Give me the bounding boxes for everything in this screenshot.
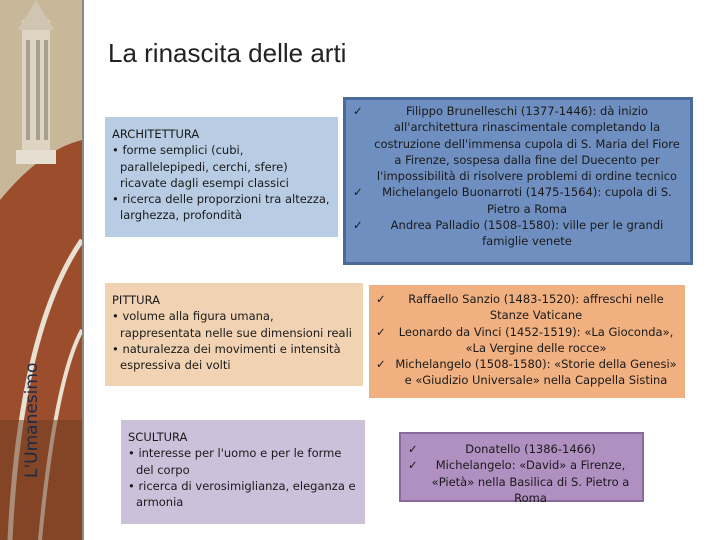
artist-item: ✓ Donatello (1386-1466) (408, 442, 596, 456)
painting-artists-box (369, 285, 685, 398)
check-icon: ✓ (376, 357, 386, 372)
painting-heading: PITTURA (112, 293, 160, 307)
sculpture-box (121, 420, 365, 524)
check-icon: ✓ (353, 218, 363, 233)
sculpture-point: • ricerca di verosimiglianza, eleganza e armonia (128, 478, 356, 510)
artist-item: ✓ Michelangelo (1508-1580): «Storie della Genesi» e «Giudizio Universale» nella Cappella Sistina (376, 357, 677, 388)
check-icon: ✓ (408, 442, 418, 456)
sculpture-heading: SCULTURA (128, 430, 188, 444)
sidebar-divider (82, 0, 84, 540)
architecture-box (105, 117, 338, 237)
artist-item: ✓ Leonardo da Vinci (1452-1519): «La Gioconda», «La Vergine delle rocce» (376, 324, 674, 355)
artist-item: ✓ Andrea Palladio (1508-1580): ville per le grandi famiglie venete (353, 218, 664, 249)
painting-box (105, 283, 363, 386)
architecture-point: • ricerca delle proporzioni tra altezza, larghezza, profondità (112, 192, 330, 223)
check-icon: ✓ (376, 324, 386, 339)
page-title: La rinascita delle arti (108, 38, 347, 68)
sculpture-point: • interesse per l'uomo e per le forme del corpo (128, 446, 342, 477)
artist-item: ✓ Michelangelo: «David» a Firenze, «Pietà» nella Basilica di S. Pietro a Roma (408, 458, 630, 505)
painting-point: • volume alla figura umana, rappresentata nelle sue dimensioni reali (112, 309, 352, 340)
sculpture-artists-box (399, 432, 644, 505)
architecture-point: • forme semplici (cubi, parallelepipedi, cerchi, sfere) ricavate dagli esempi classici (112, 143, 289, 190)
check-icon: ✓ (408, 458, 418, 473)
check-icon: ✓ (353, 104, 363, 118)
side-title: L'Umanesimo (22, 362, 42, 478)
painting-point: • naturalezza dei movimenti e intensità espressiva dei volti (112, 341, 341, 373)
check-icon: ✓ (376, 292, 386, 306)
artist-item: ✓ Michelangelo Buonarroti (1475-1564): cupola di S. Pietro a Roma (353, 185, 672, 216)
artist-item: ✓ Filippo Brunelleschi (1377-1446): dà inizio all'architettura rinascimentale completando la costruzione dell'immensa cupola di S. Maria del Fiore a Firenze, sospesa dalla fine del Duecento per l'impossibilità di risolvere problemi di ordine tecnico (353, 104, 680, 184)
architecture-artists-box (343, 97, 693, 265)
check-icon: ✓ (353, 185, 363, 200)
architecture-heading: ARCHITETTURA (112, 127, 200, 141)
artist-item: ✓ Raffaello Sanzio (1483-1520): affreschi nelle Stanze Vaticane (376, 292, 664, 323)
